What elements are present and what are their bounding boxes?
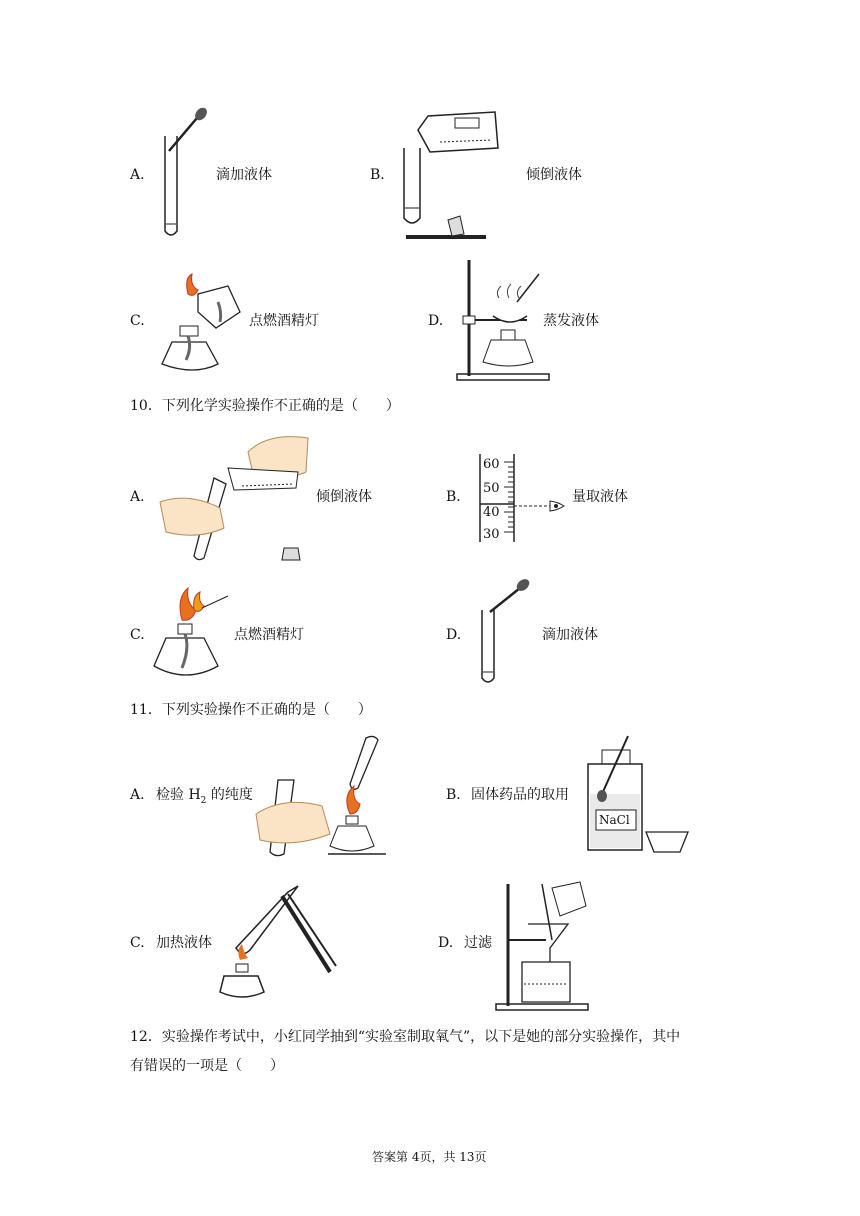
q10-option-c-letter: C. — [130, 627, 145, 643]
q11-heating-liquid-tube-figure — [218, 884, 338, 1002]
q11-stem: 11．下列实验操作不正确的是（ ） — [130, 702, 372, 718]
q11-filtration-apparatus-figure — [494, 880, 594, 1014]
q11-option-a-letter: A. — [130, 787, 145, 803]
page-footer: 答案第 4页，共 13页 — [372, 1150, 487, 1164]
q11-option-b-caption: 固体药品的取用 — [471, 787, 569, 803]
q9-option-b-letter: B. — [370, 167, 385, 183]
q10-option-a-letter: A. — [130, 489, 145, 505]
q11-option-a-caption: 检验 $H_2$ 的纯度 — [156, 787, 253, 806]
q11-option-d-caption: 过滤 — [464, 935, 492, 951]
q10-cylinder-tick-30: 30 — [483, 527, 500, 542]
q10-cylinder-tick-60: 60 — [483, 457, 500, 472]
q9-option-d-caption: 蒸发液体 — [543, 313, 599, 329]
q9-evaporation-stand-figure — [455, 258, 550, 382]
q10-option-b-caption: 量取液体 — [572, 489, 628, 505]
q11-jar-label: NaCl — [599, 813, 630, 827]
q10-cylinder-tick-40: 40 — [483, 505, 500, 520]
q11-option-d-letter: D. — [438, 935, 454, 951]
q11-hydrogen-purity-test-figure — [254, 734, 390, 858]
q10-option-a-caption: 倾倒液体 — [316, 489, 372, 505]
q9-option-a-letter: A. — [130, 167, 145, 183]
q12-stem-line-2: 有错误的一项是（ ） — [130, 1058, 284, 1074]
q9-pouring-bottle-figure — [400, 108, 490, 243]
q12-stem-line-1: 12．实验操作考试中，小红同学抽到“实验室制取氧气”，以下是她的部分实验操作，其中 — [130, 1029, 681, 1045]
q9-option-a-caption: 滴加液体 — [216, 167, 272, 183]
q11-option-b-letter: B. — [446, 787, 461, 803]
q9-option-c-letter: C. — [130, 313, 145, 329]
q9-lamp-lighting-with-lamp-figure — [158, 272, 248, 382]
q9-option-d-letter: D. — [428, 313, 444, 329]
q10-two-lamps-lighting-figure — [152, 588, 232, 684]
q9-option-c-caption: 点燃酒精灯 — [249, 313, 319, 329]
q10-option-d-letter: D. — [446, 627, 462, 643]
q9-option-b-caption: 倾倒液体 — [526, 167, 582, 183]
q10-option-c-caption: 点燃酒精灯 — [234, 627, 304, 643]
q10-option-b-letter: B. — [446, 489, 461, 505]
q9-dropper-into-tube-figure — [155, 106, 215, 241]
q10-dropper-tube-figure — [474, 578, 534, 690]
q10-cylinder-tick-50: 50 — [483, 481, 500, 496]
q10-stem: 10．下列化学实验操作不正确的是（ ） — [130, 398, 400, 414]
q10-option-d-caption: 滴加液体 — [542, 627, 598, 643]
q11-option-c-caption: 加热液体 — [156, 935, 212, 951]
q10-hand-pouring-figure — [158, 428, 318, 568]
q11-nacl-jar-figure — [584, 734, 694, 856]
q11-option-c-letter: C. — [130, 935, 145, 951]
